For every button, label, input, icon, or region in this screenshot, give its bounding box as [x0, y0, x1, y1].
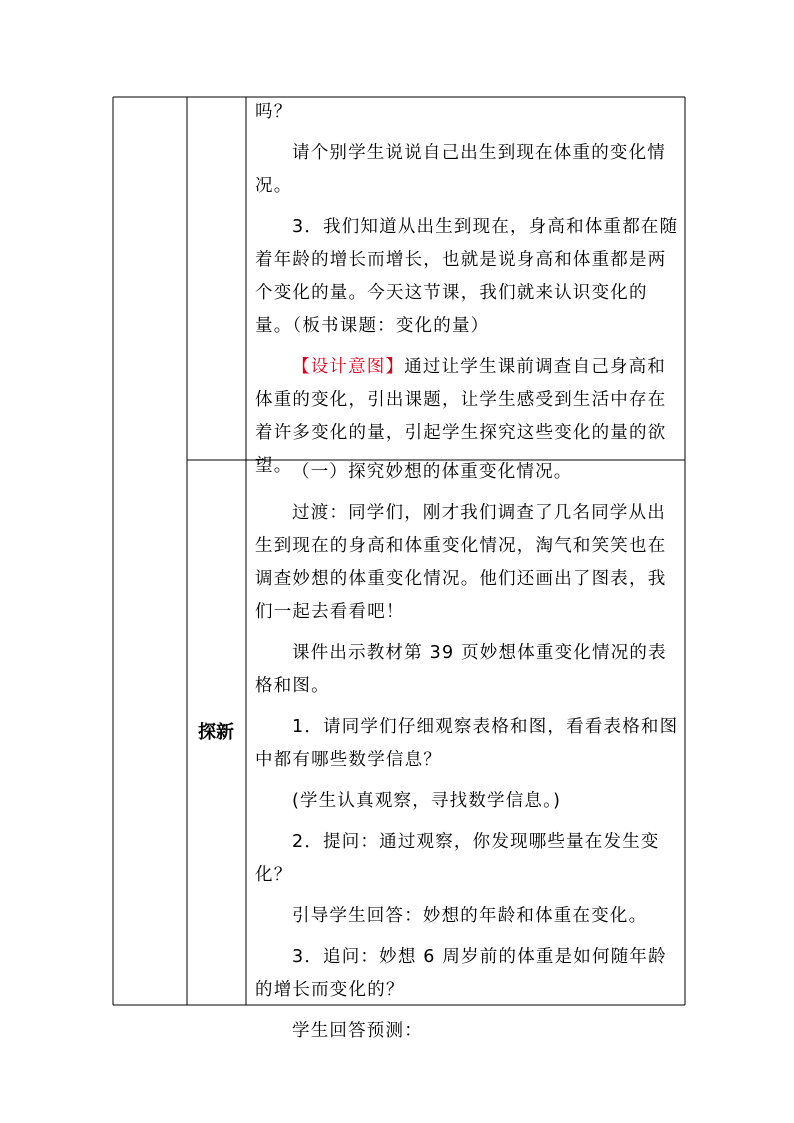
section2-p3: 课件出示教材第 39 页妙想体重变化情况的表格和图。 [255, 643, 667, 696]
section2-p8: 3．追问：妙想 6 周岁前的体重是如何随年龄的增长而变化的？ [255, 947, 667, 1000]
section2-p6: 2．提问：通过观察，你发现哪些量在发生变化？ [255, 832, 660, 885]
design-intent-text: 通过让学生课前调查自己身高和体重的变化，引出课题，让学生感受到生活中存在着许多变化的量，引起学生探究这些变化的量的欲望。 [255, 357, 667, 476]
section2-content [255, 456, 683, 1048]
section2-p4: 1．请同学们仔细观察表格和图，看看表格和图中都有哪些数学信息？ [255, 717, 679, 770]
section2-p9: 学生回答预测： [292, 1021, 423, 1041]
section1-content [255, 96, 683, 483]
section2-p5: (学生认真观察，寻找数学信息。) [292, 791, 562, 811]
section2-p1: （一）探究妙想的体重变化情况。 [292, 462, 573, 482]
section2-label: 探新 [198, 722, 234, 743]
section1-p2: 请个别学生说说自己出生到现在体重的变化情况。 [255, 143, 666, 196]
design-intent-label: 【设计意图】 [292, 357, 405, 377]
section1-p3: 3．我们知道从出生到现在，身高和体重都在随着年龄的增长而增长，也就是说身高和体重都是两个变化的量。今天这节课，我们就来认识变化的量。（板书课题：变化的量） [255, 217, 679, 336]
section1-p1: 吗？ [255, 102, 293, 122]
section2-p7: 引导学生回答：妙想的年龄和体重在变化。 [292, 906, 648, 926]
section2-p2: 过渡：同学们，刚才我们调查了几名同学从出生到现在的身高和体重变化情况，淘气和笑笑也在调查妙想的体重变化情况。他们还画出了图表，我们一起去看看吧！ [255, 503, 667, 622]
